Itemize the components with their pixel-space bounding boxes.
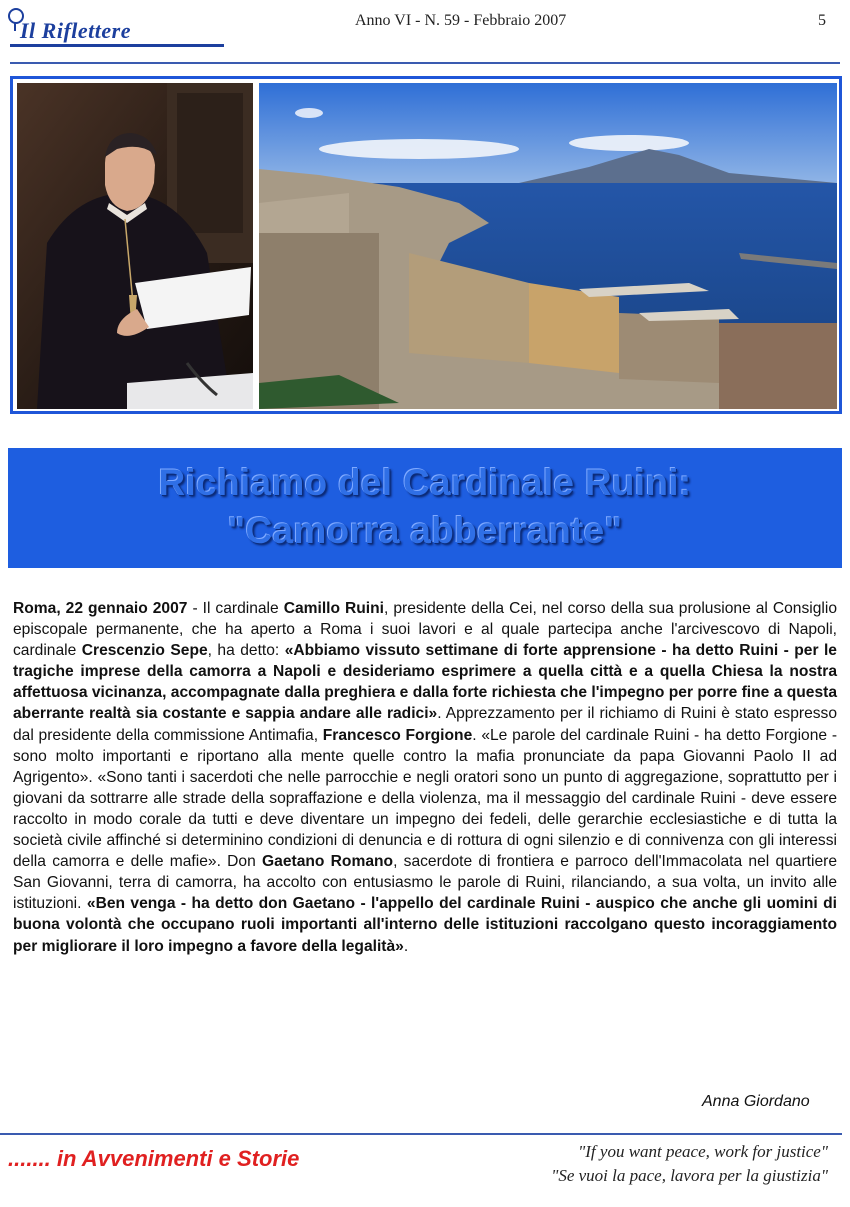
- motto-italian: "Se vuoi la pace, lavora per la giustizia": [551, 1166, 828, 1185]
- article-text: , ha detto:: [207, 642, 285, 660]
- magazine-logo: [6, 6, 226, 50]
- person-name: Gaetano Romano: [262, 853, 394, 871]
- motto-english: "If you want peace, work for justice": [578, 1142, 828, 1161]
- headline-banner: [8, 448, 842, 568]
- issue-info: Anno VI - N. 59 - Febbraio 2007: [355, 12, 567, 29]
- logo-text: Il Riflettere: [20, 18, 131, 43]
- quote-bold: «Abbiamo vissuto settimane di forte apprensione - ha detto Ruini - per le tragiche imprese della camorra a Napoli e desideriamo esprimere a quella città e a quella Chiesa la nostra affettuosa vicinanza, accompagnate dalla preghiera e dalla forte richiesta che l'impegno per porre fine a questa aberrante realtà sia costante e sappia andare alle radici»: [13, 642, 837, 723]
- naples-bay-photo: [259, 83, 837, 409]
- page-header: [0, 0, 850, 62]
- dateline: Roma, 22 gennaio 2007: [13, 600, 188, 617]
- article-text: , sacerdote di frontiera e parroco dell'Immacolata nel quartiere San Giovanni, terra di camorra, ha accolto con entusiasmo le parole di Ruini, rilanciando, a sua volta, un invito alle istituzioni.: [13, 853, 837, 913]
- logo-underline: [10, 44, 224, 47]
- article-text: , presidente della Cei, nel corso della sua prolusione al Consiglio episcopale permanente, che ha aperto a Roma i suoi lavori e al quale partecipa anche l'arcivescovo di Napoli, cardinale: [13, 600, 838, 660]
- logo-lamp-stem: [14, 23, 16, 31]
- article-text: . Apprezzamento per il richiamo di Ruini è stato espresso dal presidente della commissione Antimafia,: [13, 705, 838, 744]
- footer-divider: [0, 1133, 842, 1135]
- page-number: 5: [818, 12, 826, 29]
- person-name: Camillo Ruini: [283, 600, 384, 617]
- person-name: Crescenzio Sepe: [81, 642, 208, 660]
- article-text: . «Le parole del cardinale Ruini - ha detto Forgione - sono molto importanti e riportano alla mente quelle contro la mafia pronunciate da papa Giovanni Paolo II ad Agrigento». «Sono tanti i sacerdoti che nelle parrocchie e negli oratori sono un punto di aggregazione, soprattutto per i giovani da sottrarre alle strade della sopraffazione e della violenza, ma il messaggio del cardinale Ruini - deve essere raccolto in modo corale da tutti e deve diventare un impegno dei fedeli, delle gerarchie ecclesiastiche e di tutta la società civile affinché si determinino condizioni di denuncia e di rottura di ogni silenzio e di connivenza con gli interessi della camorra e delle mafie». Don: [13, 726, 838, 871]
- cardinal-portrait-image: [17, 83, 253, 409]
- section-label: ....... in Avvenimenti e Storie: [8, 1146, 300, 1171]
- cardinal-portrait-photo: [17, 83, 253, 409]
- naples-bay-image: [259, 83, 837, 409]
- article-text: .: [403, 937, 409, 955]
- headline-line-1: Richiamo del Cardinale Ruini:: [158, 462, 692, 503]
- photo-frame: [10, 76, 842, 414]
- article-body: [13, 598, 837, 957]
- person-name: Francesco Forgione: [322, 726, 473, 744]
- article-text: - Il cardinale: [187, 600, 284, 617]
- header-divider: [10, 62, 840, 64]
- quote-bold: «Ben venga - ha detto don Gaetano - l'appello del cardinale Ruini - auspico che anche gli uomini di buona volontà che occupano ruoli importanti all'interno delle istituzioni raccolgano questo incoraggiamento per migliorare il loro impegno a favore della legalità»: [13, 895, 837, 955]
- headline-line-2: "Camorra abberrante": [227, 510, 623, 551]
- author-signature: Anna Giordano: [702, 1093, 810, 1110]
